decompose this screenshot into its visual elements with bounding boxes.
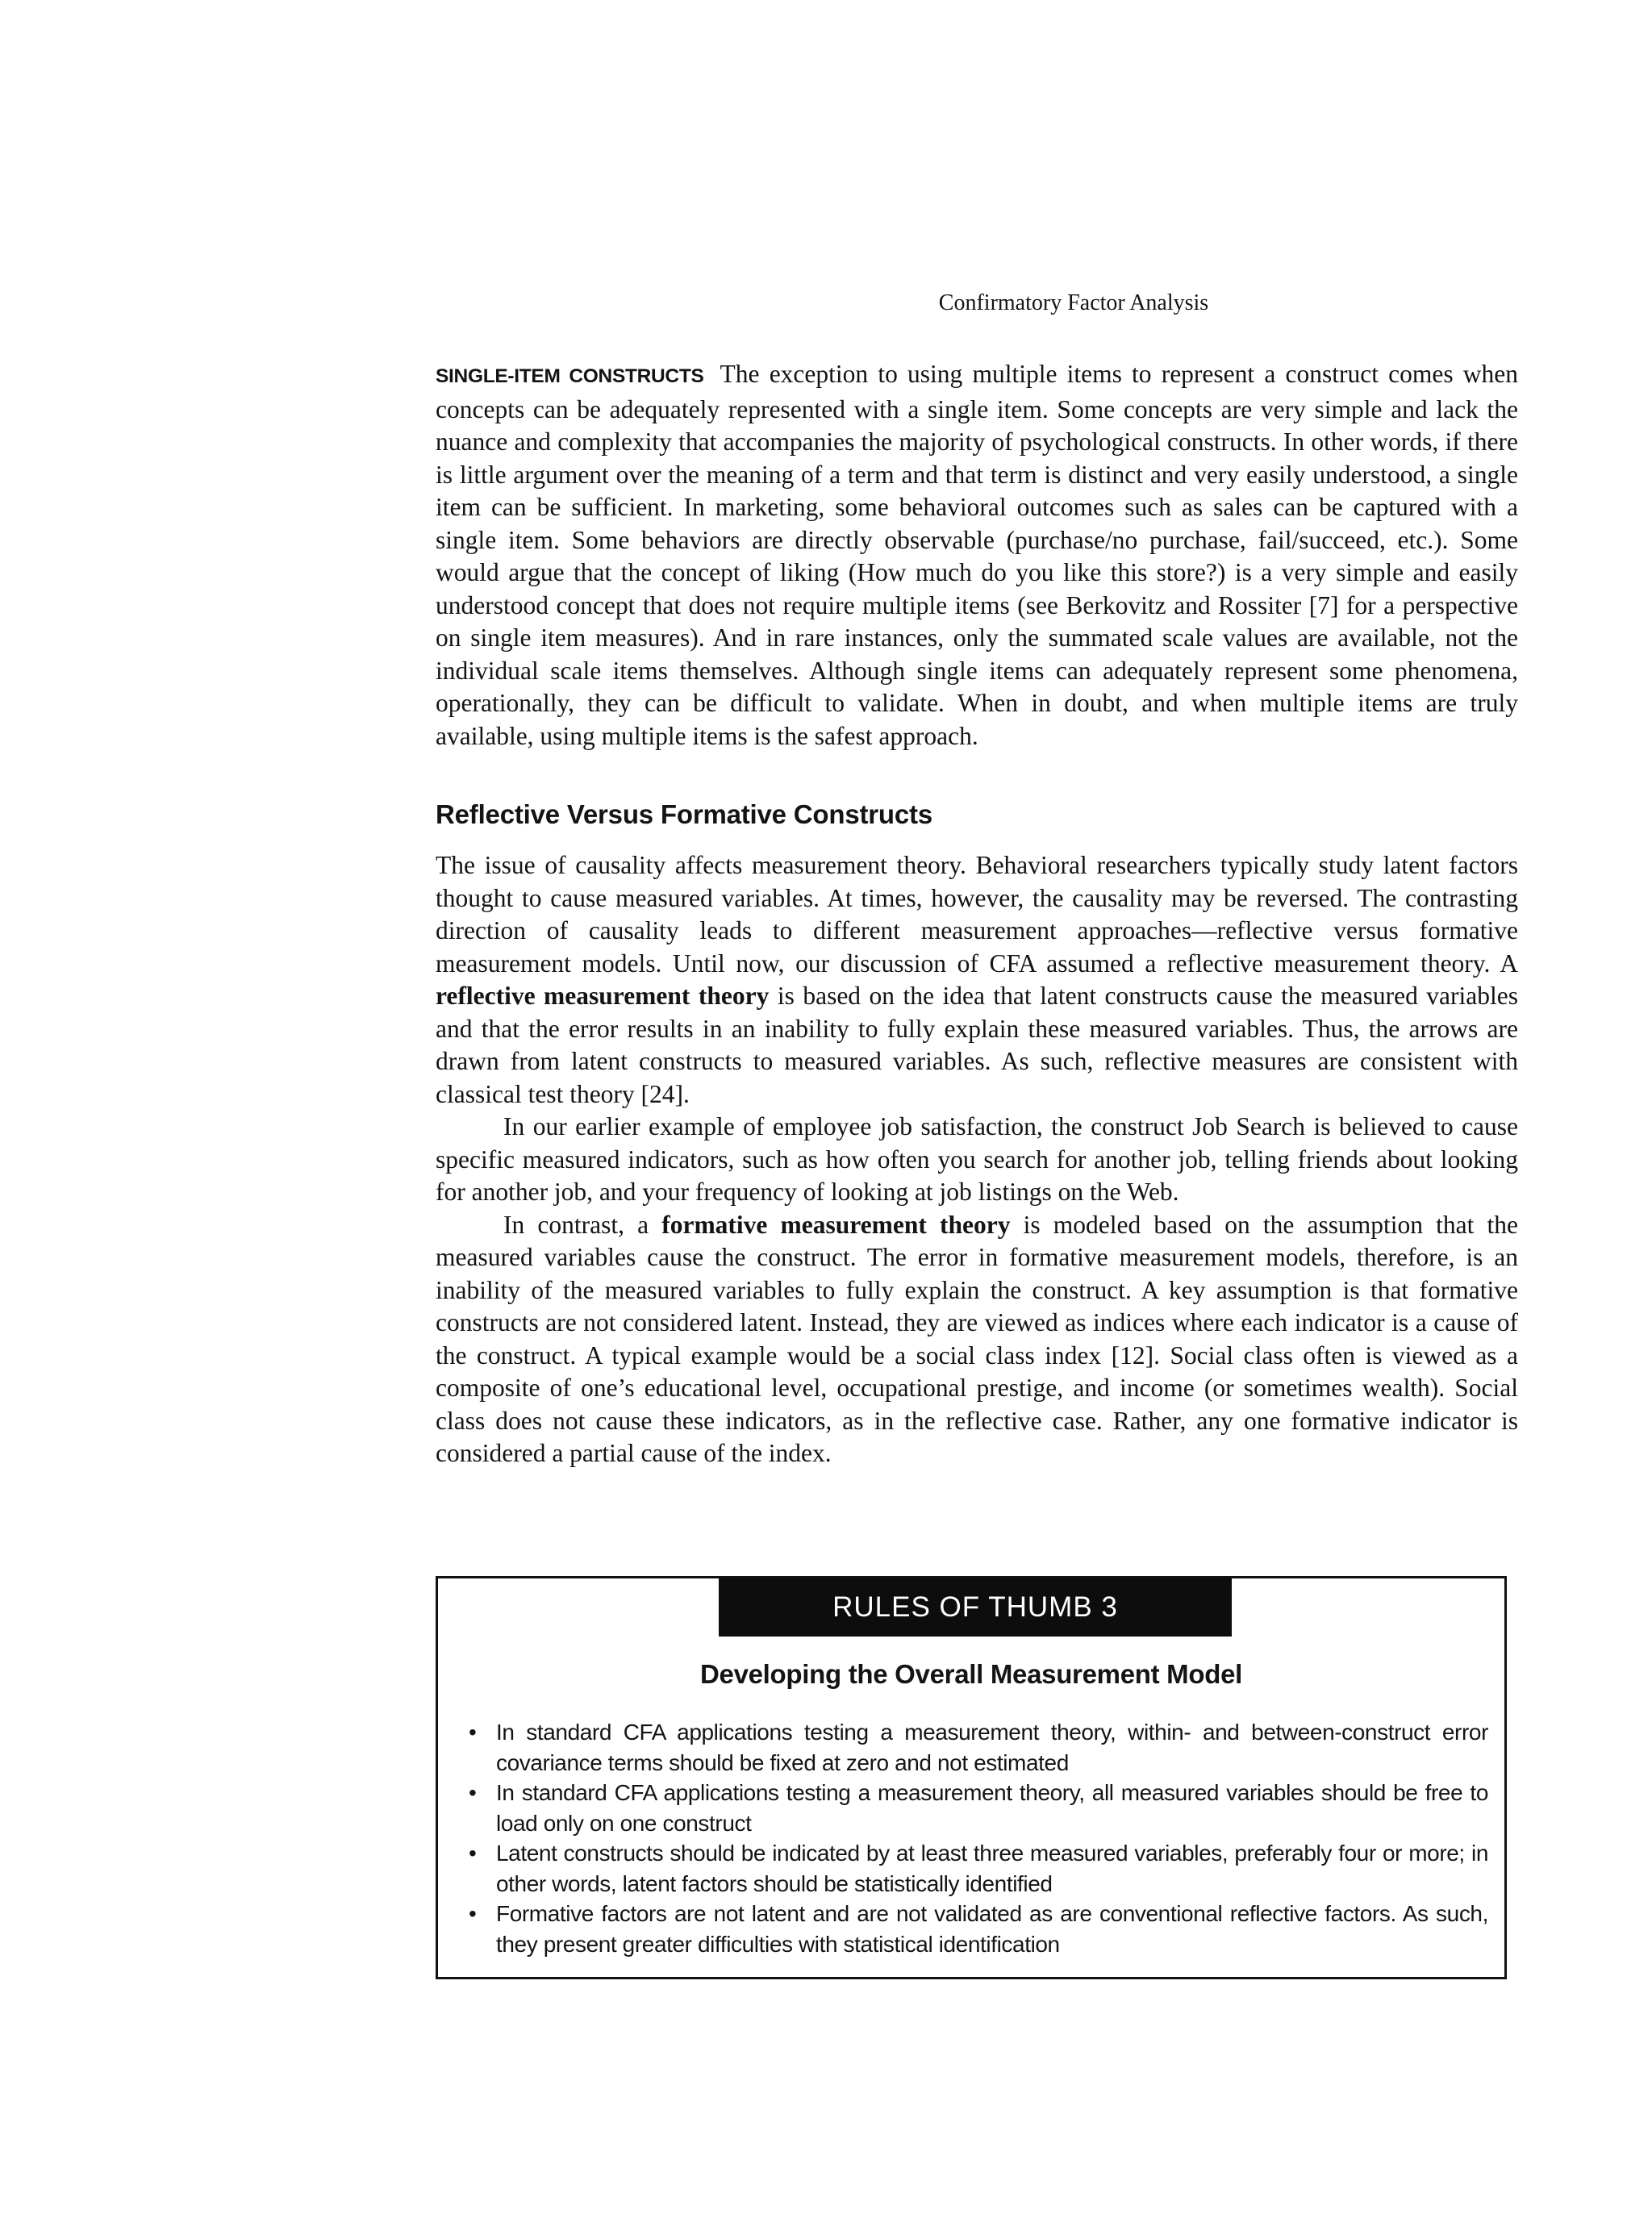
single-item-paragraph: [436, 358, 1518, 753]
single-item-text: The exception to using multiple items to represent a construct comes when concepts can be adequately represented with a single item. Some concepts are very simple and lack the nuance and complexity that accompanies the majority of psychological constructs. In other words, if there is little argument over the meaning of a term and that term is distinct and very easily understood, a single item can be sufficient. In marketing, some behavioral outcomes such as sales can be captured with a single item. Some behaviors are directly observable (purchase/no purchase, fail/succeed, etc.). Some would argue that the concept of liking (How much do you like this store?) is a very simple and easily understood concept that does not require multiple items (see Berkovitz and Rossiter [7] for a perspective on single item measures). And in rare instances, only the summated scale values are available, not the individual scale items themselves. Although single items can adequately represent some phenomena, operationally, they can be difficult to validate. When in doubt, and when multiple items are truly available, using multiple items is the safest approach.: [436, 360, 1519, 750]
paragraph-job-search: In our earlier example of employee job satisfaction, the construct Job Search is believed to cause specific measured indicators, such as how often you search for another job, telling friends about looking for another job, and your frequency of looking at job listings on the Web.: [436, 1112, 1518, 1206]
paragraph-reflective: [436, 849, 1518, 1111]
rule-text: Latent constructs should be indicated by at least three measured variables, preferably four or more; in other words, latent factors should be statistically identified: [496, 1841, 1488, 1896]
rules-banner: RULES OF THUMB 3: [719, 1578, 1232, 1637]
rules-title: Developing the Overall Measurement Model: [699, 1659, 1242, 1689]
rule-text: In standard CFA applications testing a measurement theory, within- and between-construct error covariance terms should be fixed at zero and not estimated: [496, 1720, 1488, 1775]
bullet-icon: •: [469, 1720, 477, 1745]
page: [436, 274, 1519, 1957]
running-head: Confirmatory Factor Analysis: [938, 290, 1209, 315]
rule-text: In standard CFA applications testing a measurement theory, all measured variables should be free to load only on one construct: [496, 1780, 1488, 1836]
bullet-icon: •: [469, 1780, 477, 1805]
list-item: [454, 1717, 1488, 1778]
paragraph-text: The issue of causality affects measurement theory. Behavioral researchers typically study latent factors thought to cause measured variables. At times, however, the causality may be reversed. The contrasting direction of causality leads to different measurement approaches—reflective versus formative measurement models. Until now, our discussion of CFA assumed a reflective measurement theory. A: [436, 851, 1518, 978]
list-item: [454, 1838, 1488, 1899]
bullet-icon: •: [469, 1841, 477, 1866]
paragraph-formative: [436, 1209, 1518, 1470]
list-item: [454, 1778, 1488, 1838]
run-in-heading: SINGLE-ITEM CONSTRUCTS: [436, 365, 704, 387]
paragraph-text: is modeled based on the assumption that the measured variables cause the construct. The error in formative measurement models, therefore, is an inability of the measured variables to fully explain the construct. A key assumption is that formative constructs are not considered latent. Instead, they are viewed as indices where each indicator is a cause of the construct. A typical example would be a social class index [12]. Social class often is viewed as a composite of one’s educational level, occupational prestige, and income (or sometimes wealth). Social class does not cause these indicators, as in the reflective case. Rather, any one formative indicator is considered a partial cause of the index.: [436, 1210, 1518, 1467]
section-heading: Reflective Versus Formative Constructs: [436, 799, 932, 829]
rules-list: [454, 1717, 1488, 1959]
list-item: [454, 1899, 1488, 1959]
rule-text: Formative factors are not latent and are not validated as are conventional reflective factors. As such, they present greater difficulties with statistical identification: [496, 1901, 1488, 1957]
bullet-icon: •: [469, 1901, 477, 1926]
term-reflective: reflective measurement theory: [436, 982, 770, 1010]
rules-of-thumb-box: [436, 1576, 1507, 1979]
paragraph-text: In contrast, a: [503, 1210, 662, 1239]
term-formative: formative measurement theory: [661, 1210, 1011, 1239]
paragraph-text: is based on the idea that latent constructs cause the measured variables and that the error results in an inability to fully explain these measured variables. Thus, the arrows are drawn from latent constructs to measured variables. As such, reflective measures are consistent with classical test theory [24].: [436, 982, 1518, 1108]
